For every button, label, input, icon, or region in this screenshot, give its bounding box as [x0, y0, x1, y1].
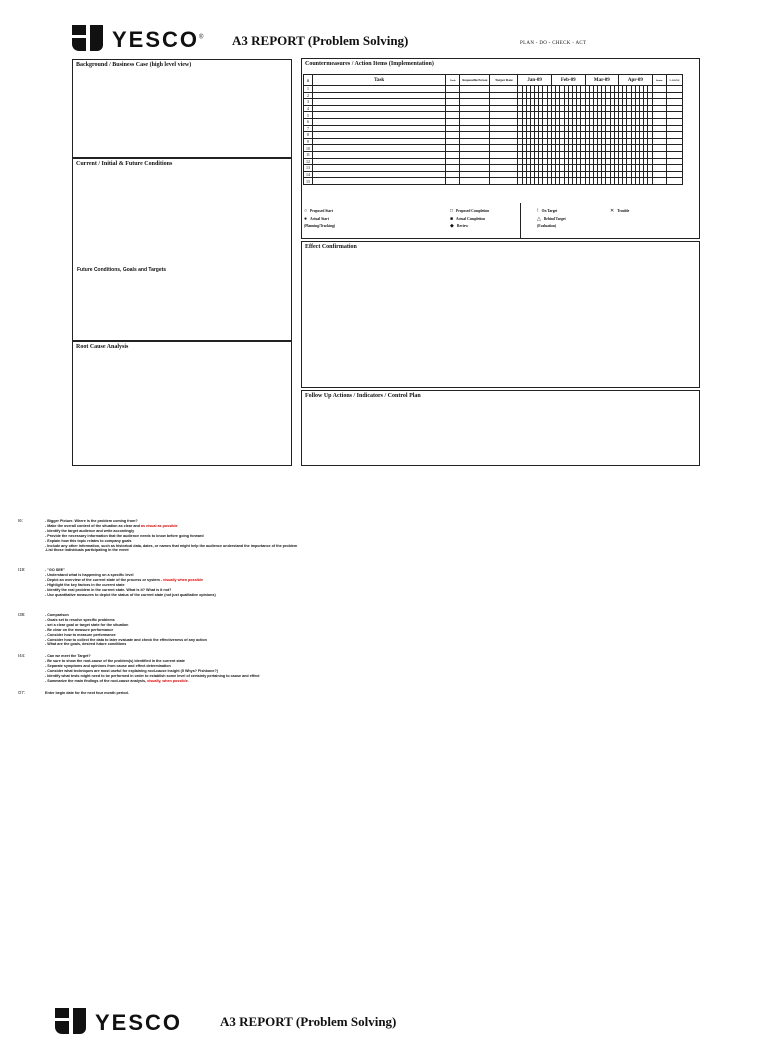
- task-cell[interactable]: [313, 99, 446, 106]
- target-date-cell[interactable]: [490, 118, 518, 125]
- col-notes: % DONE: [666, 75, 682, 86]
- notes-cell[interactable]: [666, 151, 682, 158]
- note-key: I6:: [18, 518, 23, 523]
- note-body: [45, 519, 297, 553]
- note-line: - Consider how to collect the data to later evaluate and check the effectiveness of any action: [45, 637, 207, 642]
- notes-cell[interactable]: [666, 171, 682, 178]
- col-month-jan: Jan-09: [518, 75, 552, 86]
- row-number: 13: [304, 165, 313, 172]
- footer-report-title: A3 REPORT (Problem Solving): [220, 1014, 397, 1029]
- note-line: - Goals set to resolve specific problems: [45, 617, 115, 622]
- responsible-cell[interactable]: [460, 86, 490, 93]
- target-date-cell[interactable]: [490, 86, 518, 93]
- table-row: [304, 178, 683, 185]
- row-number: 3: [304, 99, 313, 106]
- note-line: - Separate symptoms and opinions from cause and effect determination: [45, 663, 171, 668]
- status-cell[interactable]: [652, 171, 666, 178]
- footer-logo-icon: [55, 1008, 95, 1038]
- notes-cell[interactable]: [666, 112, 682, 119]
- task-cell[interactable]: [313, 171, 446, 178]
- responsible-cell[interactable]: [460, 132, 490, 139]
- table-row: [304, 125, 683, 132]
- responsible-cell[interactable]: [460, 105, 490, 112]
- legend-evaluation: ! On Target △ Behind Target (Evaluation): [537, 209, 566, 228]
- notes-cell[interactable]: [666, 99, 682, 106]
- task-cell[interactable]: [313, 92, 446, 99]
- table-row: [304, 158, 683, 165]
- status-cell[interactable]: [652, 158, 666, 165]
- note-line: Enter begin date for the next four month period.: [45, 691, 129, 695]
- note-body: [45, 654, 260, 683]
- trouble-x-icon: ✕: [610, 209, 615, 214]
- col-month-feb: Feb-09: [551, 75, 585, 86]
- row-number: 9: [304, 138, 313, 145]
- tools-cell[interactable]: [446, 86, 460, 93]
- note-line: -List those individuals participating in the event: [45, 548, 129, 553]
- note-line: - Consider what techniques are most useful for explaining root-cause insight (5 Whys? Fishbone?): [45, 668, 218, 673]
- task-cell[interactable]: [313, 105, 446, 112]
- action-items-table: [303, 74, 683, 185]
- responsible-cell[interactable]: [460, 118, 490, 125]
- note-body: [45, 568, 216, 597]
- row-number: 4: [304, 105, 313, 112]
- responsible-cell[interactable]: [460, 112, 490, 119]
- tools-cell[interactable]: [446, 99, 460, 106]
- col-month-apr: Apr-09: [619, 75, 653, 86]
- tools-cell[interactable]: [446, 151, 460, 158]
- responsible-cell[interactable]: [460, 125, 490, 132]
- pdca-label: PLAN - DO - CHECK - ACT: [520, 41, 587, 46]
- note-key: I19:: [18, 567, 26, 572]
- table-row: [304, 138, 683, 145]
- row-number: 1: [304, 86, 313, 93]
- legend-completion: □ Proposed Completion ■ Actual Completion ◆ Review: [450, 209, 490, 229]
- note-line: - Highlight the key factors in the current state: [45, 582, 125, 587]
- notes-cell[interactable]: [666, 105, 682, 112]
- note-line: - What are the goals, desired future conditions: [45, 642, 127, 647]
- responsible-cell[interactable]: [460, 171, 490, 178]
- target-date-cell[interactable]: [490, 125, 518, 132]
- status-cell[interactable]: [652, 99, 666, 106]
- on-target-icon: !: [537, 209, 539, 214]
- status-cell[interactable]: [652, 151, 666, 158]
- note-line: - Be clear on the measure performance: [45, 627, 114, 632]
- col-month-mar: Mar-09: [585, 75, 619, 86]
- instruction-notes: [0, 518, 768, 718]
- status-cell[interactable]: [652, 132, 666, 139]
- note-line: - Understand what is happening on a specific level: [45, 572, 134, 577]
- diamond-icon: ◆: [450, 224, 454, 229]
- target-date-cell[interactable]: [490, 138, 518, 145]
- filled-square-icon: ■: [450, 216, 454, 222]
- col-status: Status: [652, 75, 666, 86]
- responsible-cell[interactable]: [460, 165, 490, 172]
- effect-confirmation-box: [301, 241, 700, 388]
- open-circle-icon: ○: [304, 209, 308, 214]
- background-title: Background / Business Case (high level view): [76, 62, 192, 68]
- note-line: - Make the overall context of the situation as clear and as visual as possible: [45, 523, 178, 528]
- background-box: [72, 59, 292, 158]
- table-row: [304, 99, 683, 106]
- note-line: - Identify what tests might need to be performed in order to establish some level of certainty pertaining to cause and effect: [45, 673, 260, 678]
- task-cell[interactable]: [313, 151, 446, 158]
- note-line: - Explain how this topic relates to company goals: [45, 538, 132, 543]
- note-line: - Provide the necessary information that the audience needs to know before going forward: [45, 533, 204, 538]
- task-cell[interactable]: [313, 158, 446, 165]
- table-row: [304, 92, 683, 99]
- notes-cell[interactable]: [666, 165, 682, 172]
- task-cell[interactable]: [313, 178, 446, 185]
- table-row: [304, 171, 683, 178]
- row-number: 2: [304, 92, 313, 99]
- responsible-cell[interactable]: [460, 178, 490, 185]
- note-line: - Identify the target audience and write accordingly: [45, 528, 135, 533]
- target-date-cell[interactable]: [490, 151, 518, 158]
- row-number: 6: [304, 118, 313, 125]
- col-num: #: [304, 75, 313, 86]
- task-cell[interactable]: [313, 118, 446, 125]
- note-line: - Consider how to measure performance: [45, 632, 116, 637]
- table-row: [304, 145, 683, 152]
- tools-cell[interactable]: [446, 171, 460, 178]
- tools-cell[interactable]: [446, 165, 460, 172]
- task-cell[interactable]: [313, 125, 446, 132]
- table-row: [304, 105, 683, 112]
- notes-cell[interactable]: [666, 118, 682, 125]
- tools-cell[interactable]: [446, 105, 460, 112]
- logo-text: YESCO®: [112, 27, 206, 52]
- table-row: [304, 112, 683, 119]
- responsible-cell[interactable]: [460, 151, 490, 158]
- target-date-cell[interactable]: [490, 132, 518, 139]
- tools-cell[interactable]: [446, 178, 460, 185]
- tools-cell[interactable]: [446, 158, 460, 165]
- task-cell[interactable]: [313, 132, 446, 139]
- target-date-cell[interactable]: [490, 112, 518, 119]
- note-line: - Can we meet the Target?: [45, 654, 91, 658]
- row-number: 8: [304, 132, 313, 139]
- responsible-cell[interactable]: [460, 99, 490, 106]
- note-line: - Be sure to show the root-cause of the problem(s) identified in the current state: [45, 658, 185, 663]
- yesco-logo-icon: [72, 25, 112, 55]
- tools-cell[interactable]: [446, 132, 460, 139]
- responsible-cell[interactable]: [460, 145, 490, 152]
- table-row: [304, 118, 683, 125]
- report-title: A3 REPORT (Problem Solving): [232, 33, 409, 48]
- notes-cell[interactable]: [666, 145, 682, 152]
- col-responsible: Responsible Person: [460, 75, 490, 86]
- table-row: [304, 86, 683, 93]
- countermeasures-title: Countermeasures / Action Items (Implementation): [305, 61, 434, 67]
- notes-cell[interactable]: [666, 86, 682, 93]
- notes-cell[interactable]: [666, 132, 682, 139]
- row-number: 12: [304, 158, 313, 165]
- table-row: [304, 165, 683, 172]
- tools-cell[interactable]: [446, 125, 460, 132]
- note-line: - Include any other information, such as historical data, dates, or names that might help the audience understand the importance of the problem: [45, 543, 298, 548]
- target-date-cell[interactable]: [490, 171, 518, 178]
- follow-up-box: [301, 390, 700, 466]
- responsible-cell[interactable]: [460, 138, 490, 145]
- note-line: - Comparison: [45, 613, 69, 617]
- target-date-cell[interactable]: [490, 105, 518, 112]
- tools-cell[interactable]: [446, 118, 460, 125]
- target-date-cell[interactable]: [490, 145, 518, 152]
- effect-confirmation-title: Effect Confirmation: [305, 244, 357, 250]
- note-line: - "GO SEE": [45, 568, 65, 572]
- root-cause-title: Root Cause Analysis: [76, 344, 129, 350]
- status-cell[interactable]: [652, 145, 666, 152]
- notes-cell[interactable]: [666, 138, 682, 145]
- root-cause-box: [72, 341, 292, 466]
- note-line: - Summarize the main findings of the root-cause analysis, visually, when possible.: [45, 678, 189, 683]
- status-cell[interactable]: [652, 118, 666, 125]
- note-key: I38:: [18, 612, 26, 617]
- responsible-cell[interactable]: [460, 158, 490, 165]
- col-task: Task: [313, 75, 446, 86]
- current-conditions-box: [72, 158, 292, 341]
- open-square-icon: □: [450, 209, 454, 214]
- tools-cell[interactable]: [446, 112, 460, 119]
- filled-circle-icon: ●: [304, 216, 308, 222]
- tools-cell[interactable]: [446, 92, 460, 99]
- tools-cell[interactable]: [446, 145, 460, 152]
- row-number: 14: [304, 171, 313, 178]
- row-number: 10: [304, 145, 313, 152]
- status-cell[interactable]: [652, 86, 666, 93]
- status-cell[interactable]: [652, 92, 666, 99]
- status-cell[interactable]: [652, 178, 666, 185]
- note-line: - Bigger Picture. Where is the problem coming from?: [45, 519, 138, 523]
- target-date-cell[interactable]: [490, 178, 518, 185]
- col-tools: Tools: [446, 75, 460, 86]
- status-cell[interactable]: [652, 105, 666, 112]
- target-date-cell[interactable]: [490, 92, 518, 99]
- note-line: - set a clear goal or target state for the situation: [45, 622, 129, 627]
- footer-yesco-logo: [55, 1008, 182, 1038]
- note-line: - Depict an overview of the current state of the process or system - visually when possible: [45, 577, 204, 582]
- current-conditions-title: Current / Initial & Future Conditions: [76, 161, 173, 167]
- yesco-logo: [72, 25, 205, 55]
- col-target-date: Target Date: [490, 75, 518, 86]
- status-cell[interactable]: [652, 112, 666, 119]
- row-number: 15: [304, 178, 313, 185]
- follow-up-title: Follow Up Actions / Indicators / Control Plan: [305, 393, 421, 399]
- status-cell[interactable]: [652, 138, 666, 145]
- task-cell[interactable]: [313, 112, 446, 119]
- task-cell[interactable]: [313, 145, 446, 152]
- notes-cell[interactable]: [666, 158, 682, 165]
- table-row: [304, 132, 683, 139]
- tools-cell[interactable]: [446, 138, 460, 145]
- task-cell[interactable]: [313, 138, 446, 145]
- table-row: [304, 151, 683, 158]
- status-cell[interactable]: [652, 165, 666, 172]
- task-cell[interactable]: [313, 165, 446, 172]
- note-line: - Identify the real problem in the current state. What is it? What is it not?: [45, 587, 172, 592]
- legend-planning: ○ Proposed Start ● Actual Start (Planning/Tracking): [304, 209, 336, 228]
- row-number: 5: [304, 112, 313, 119]
- future-conditions-title: Future Conditions, Goals and Targets: [77, 267, 167, 273]
- note-line: - Use quantitative measures to depict the status of the current state (not just qualitative opinions): [45, 592, 216, 597]
- note-body: [45, 691, 129, 696]
- target-date-cell[interactable]: [490, 99, 518, 106]
- table-header-row: [304, 75, 683, 86]
- row-number: 7: [304, 125, 313, 132]
- status-cell[interactable]: [652, 125, 666, 132]
- target-date-cell[interactable]: [490, 158, 518, 165]
- note-body: [45, 613, 207, 647]
- row-number: 11: [304, 151, 313, 158]
- responsible-cell[interactable]: [460, 92, 490, 99]
- notes-cell[interactable]: [666, 92, 682, 99]
- footer-logo-text: YESCO: [95, 1010, 183, 1035]
- note-key: O7:: [18, 690, 25, 695]
- notes-cell[interactable]: [666, 178, 682, 185]
- legend-trouble: ✕ Trouble: [610, 209, 630, 214]
- behind-target-icon: △: [537, 216, 541, 222]
- legend-divider: [520, 203, 521, 238]
- notes-cell[interactable]: [666, 125, 682, 132]
- note-key: I44:: [18, 653, 26, 658]
- task-cell[interactable]: [313, 86, 446, 93]
- target-date-cell[interactable]: [490, 165, 518, 172]
